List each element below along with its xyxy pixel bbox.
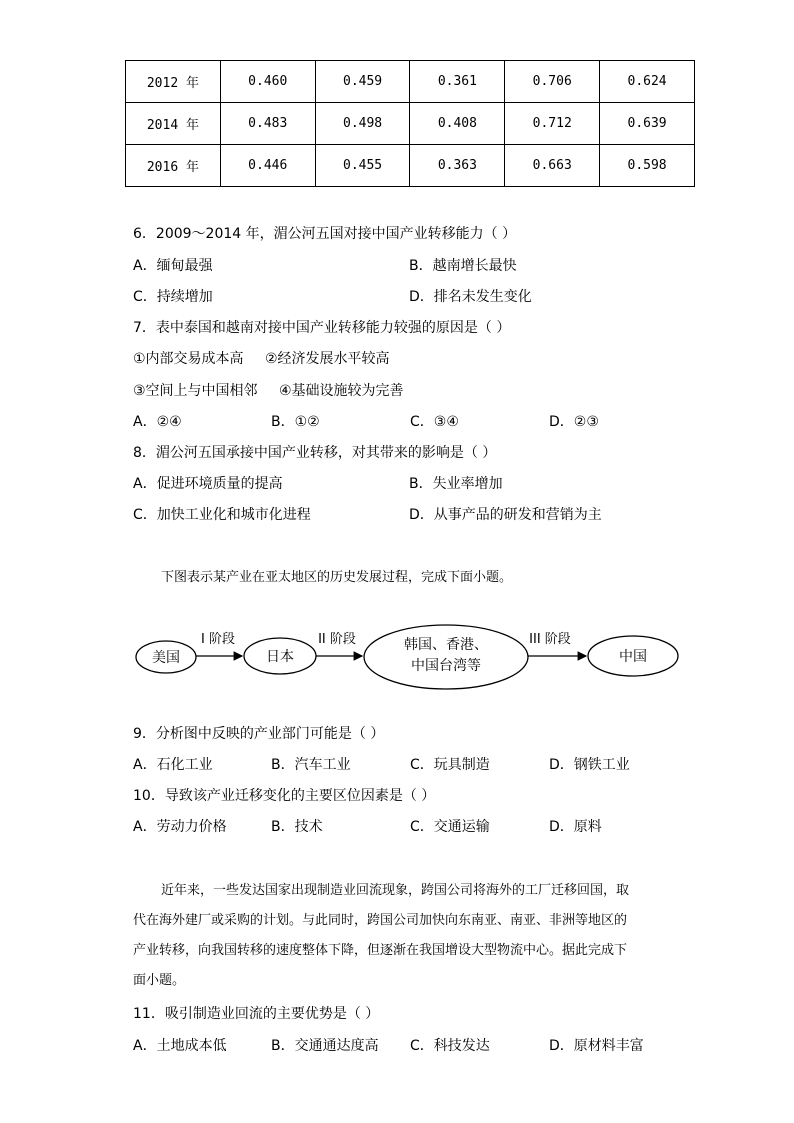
table-cell: 0.361 [410,61,505,103]
q9-option-d[interactable]: D．钢铁工业 [549,757,630,773]
q7-option-d[interactable]: D．②③ [549,414,599,430]
table-row [126,145,695,187]
q9-option-a[interactable]: A．石化工业 [133,757,213,773]
q7-statement-4: ④基础设施较为完善 [279,383,404,399]
stage-1-label: I 阶段 [201,632,235,647]
q7-option-b[interactable]: B．①② [271,414,320,430]
table-cell: 0.460 [220,61,315,103]
table-cell: 0.663 [505,145,600,187]
q6-option-c[interactable]: C．持续增加 [133,289,213,305]
table-cell: 0.639 [600,103,695,145]
table-row [126,61,695,103]
q11-option-a[interactable]: A．土地成本低 [133,1038,227,1054]
table-cell: 0.483 [220,103,315,145]
q7-option-c[interactable]: C．③④ [410,414,459,430]
q9-option-c[interactable]: C．玩具制造 [410,757,490,773]
stage-3-label: III 阶段 [529,632,571,647]
q6-option-d[interactable]: D．排名未发生变化 [409,289,532,305]
passage-line: 代在海外建厂或采购的计划。与此同时，跨国公司加快向东南亚、南亚、非洲等地区的 [133,913,628,928]
table-cell: 0.498 [315,103,410,145]
q10-option-b[interactable]: B．技术 [271,819,323,835]
node-korea-hk-taiwan-label-1: 韩国、香港、 [404,637,488,653]
q10-option-a[interactable]: A．劳动力价格 [133,819,227,835]
q7-option-a[interactable]: A．②④ [133,414,182,430]
table-cell-year: 2012 年 [126,61,221,103]
node-china-label: 中国 [619,649,647,665]
table-cell: 0.408 [410,103,505,145]
q8-option-a[interactable]: A．促进环境质量的提高 [133,476,283,492]
node-usa-label: 美国 [152,650,180,666]
node-japan-label: 日本 [266,649,294,665]
table-cell: 0.363 [410,145,505,187]
table-cell: 0.706 [505,61,600,103]
q7-statement-3: ③空间上与中国相邻 [133,383,258,399]
q9-option-b[interactable]: B．汽车工业 [271,757,351,773]
q7-statement-2: ②经济发展水平较高 [265,351,390,367]
passage-line: 近年来，一些发达国家出现制造业回流现象，跨国公司将海外的工厂迁移回国，取 [161,883,630,898]
q8-option-c[interactable]: C．加快工业化和城市化进程 [133,507,311,523]
table-cell-year: 2016 年 [126,145,221,187]
q7-statement-1: ①内部交易成本高 [133,351,244,367]
question-8: 8．湄公河五国承接中国产业转移，对其带来的影响是（ ） [133,445,497,461]
q11-option-d[interactable]: D．原材料丰富 [549,1038,644,1054]
q11-option-c[interactable]: C．科技发达 [410,1038,490,1054]
q6-option-b[interactable]: B．越南增长最快 [409,258,517,274]
table-cell: 0.598 [600,145,695,187]
passage-line: 面小题。 [133,973,186,988]
table-cell: 0.624 [600,61,695,103]
question-10: 10．导致该产业迁移变化的主要区位因素是（ ） [133,788,436,804]
table-cell: 0.712 [505,103,600,145]
table-cell: 0.455 [315,145,410,187]
passage-line: 产业转移，向我国转移的速度整体下降，但逐渐在我国增设大型物流中心。据此完成下 [133,943,628,958]
table-cell: 0.459 [315,61,410,103]
question-7: 7．表中泰国和越南对接中国产业转移能力较强的原因是（ ） [133,320,511,336]
q8-option-b[interactable]: B．失业率增加 [409,476,503,492]
q11-option-b[interactable]: B．交通通达度高 [271,1038,379,1054]
table-cell-year: 2014 年 [126,103,221,145]
data-table [125,60,695,187]
node-korea-hk-taiwan-label-2: 中国台湾等 [411,658,481,674]
question-6: 6．2009～2014 年，湄公河五国对接中国产业转移能力（ ） [133,226,517,242]
table-cell: 0.446 [220,145,315,187]
question-11: 11．吸引制造业回流的主要优势是（ ） [133,1006,380,1022]
q8-option-d[interactable]: D．从事产品的研发和营销为主 [409,507,602,523]
passage-intro-diagram: 下图表示某产业在亚太地区的历史发展过程，完成下面小题。 [161,570,513,585]
table-row [126,103,695,145]
node-korea-hk-taiwan [364,625,528,689]
question-9: 9．分析图中反映的产业部门可能是（ ） [133,726,385,742]
q6-option-a[interactable]: A．缅甸最强 [133,258,213,274]
q10-option-d[interactable]: D．原料 [549,819,602,835]
q10-option-c[interactable]: C．交通运输 [410,819,490,835]
industry-transfer-diagram [130,615,690,695]
stage-2-label: II 阶段 [318,632,356,647]
passage-intro-reshoring [133,876,663,996]
